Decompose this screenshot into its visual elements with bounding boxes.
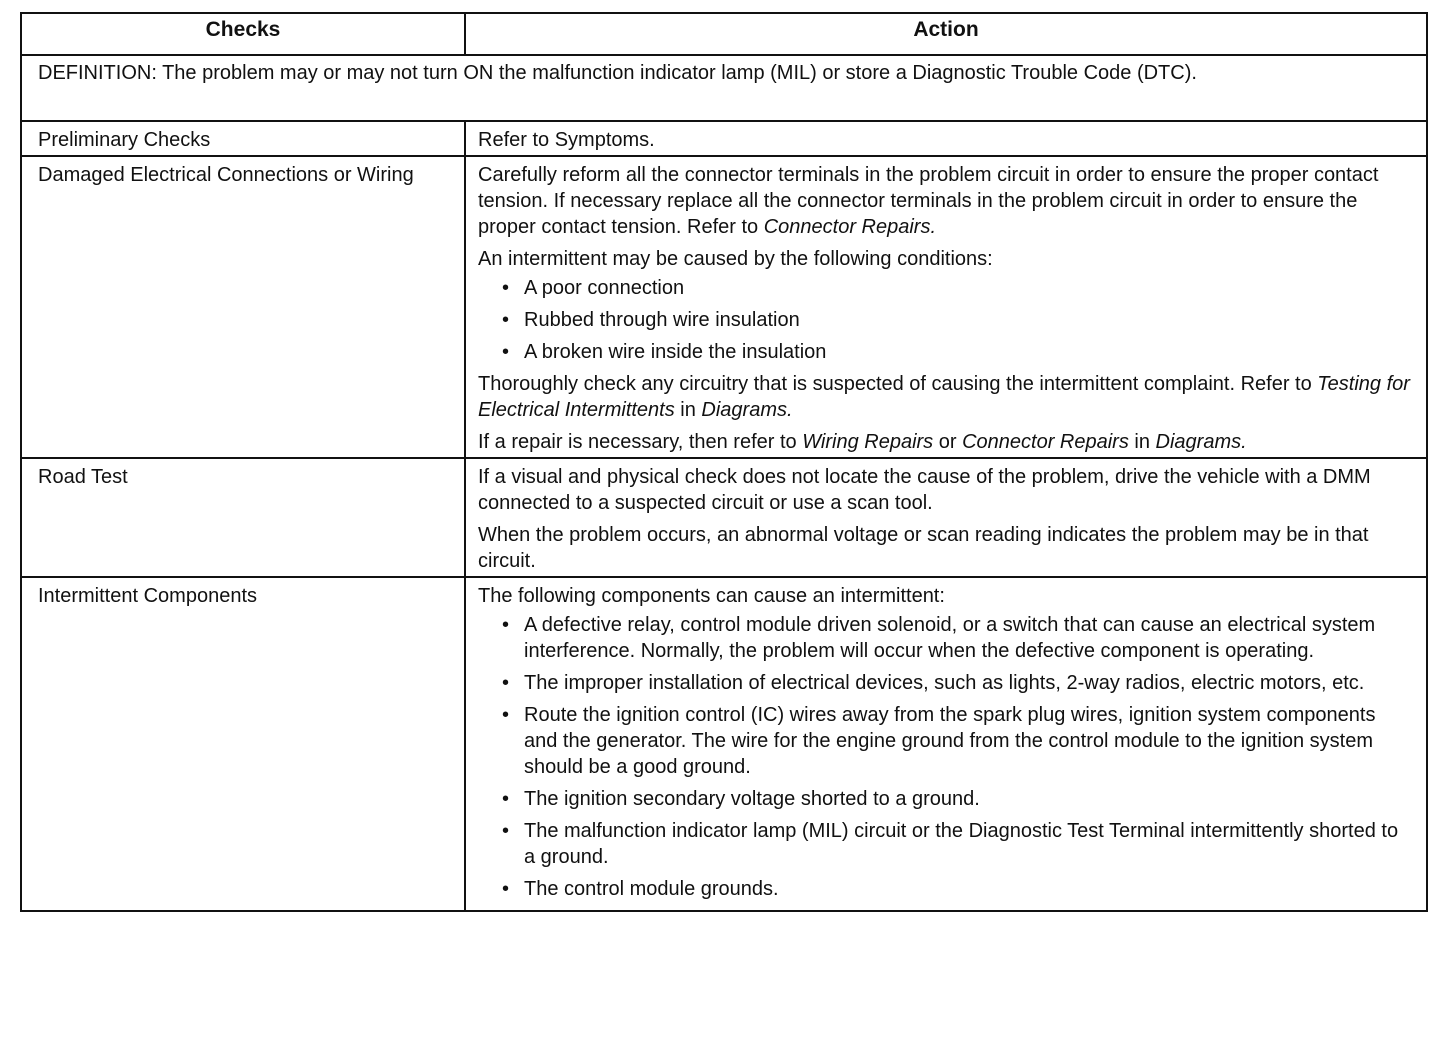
components-list [478,612,1414,902]
table-row [21,156,1427,458]
paragraph [478,371,1414,423]
check-road-test: Road Test [21,458,465,577]
reference-link: Testing for Electrical Intermittents [478,373,1410,421]
definition-row [21,55,1427,121]
action-preliminary: Refer to Symptoms. [465,121,1427,156]
conditions-list [478,275,1414,365]
text: in [1128,431,1156,453]
text: Thoroughly check any circuitry that is suspected of causing the intermittent complaint. Refer to [478,373,1318,395]
text: in [674,399,702,421]
text: If a repair is necessary, then refer to [478,431,803,453]
diagnostic-table [20,12,1428,912]
paragraph [478,429,1414,455]
table-row [21,458,1427,577]
table-row [21,121,1427,156]
list-item: • A defective relay, control module driven solenoid, or a switch that can cause an electrical system interference. Normally, the problem will occur when the defective component is operating. [478,612,1414,664]
header-row [21,13,1427,55]
reference-link: Connector Repairs. [763,216,937,238]
paragraph: The following components can cause an intermittent: [478,585,945,607]
paragraph: An intermittent may be caused by the following conditions: [478,248,993,270]
reference-link: Connector Repairs [962,431,1129,453]
list-item: • A poor connection [478,275,1414,301]
action-damaged-connections [465,156,1427,458]
action-road-test [465,458,1427,577]
list-item: • Route the ignition control (IC) wires away from the spark plug wires, ignition system components and the generator. The wire for the engine ground from the control module to the ignition system should be a good ground. [478,702,1414,780]
reference-link: Diagrams. [701,399,793,421]
list-item: • A broken wire inside the insulation [478,339,1414,365]
paragraph: When the problem occurs, an abnormal voltage or scan reading indicates the problem may be in that circuit. [478,524,1369,572]
list-item: • The control module grounds. [478,876,1414,902]
definition-text: DEFINITION: The problem may or may not turn ON the malfunction indicator lamp (MIL) or store a Diagnostic Trouble Code (DTC). [21,55,1427,121]
check-intermittent-components: Intermittent Components [21,577,465,911]
list-item: • The improper installation of electrical devices, such as lights, 2-way radios, electric motors, etc. [478,670,1414,696]
reference-link: Wiring Repairs [802,431,934,453]
paragraph [478,162,1414,240]
header-action: Action [465,13,1427,55]
check-preliminary: Preliminary Checks [21,121,465,156]
check-damaged-connections: Damaged Electrical Connections or Wiring [21,156,465,458]
text: or [933,431,963,453]
action-intermittent-components [465,577,1427,911]
text: Carefully reform all the connector terminals in the problem circuit in order to ensure the proper contact tension. If necessary replace all the connector terminals in the problem circuit in order to ensure the proper contact tension. Refer to [478,164,1379,238]
header-checks: Checks [21,13,465,55]
table-row [21,577,1427,911]
list-item: • The malfunction indicator lamp (MIL) circuit or the Diagnostic Test Terminal intermittently shorted to a ground. [478,818,1414,870]
list-item: • Rubbed through wire insulation [478,307,1414,333]
reference-link: Diagrams. [1155,431,1247,453]
list-item: • The ignition secondary voltage shorted to a ground. [478,786,1414,812]
paragraph: If a visual and physical check does not locate the cause of the problem, drive the vehicle with a DMM connected to a suspected circuit or use a scan tool. [478,466,1371,514]
